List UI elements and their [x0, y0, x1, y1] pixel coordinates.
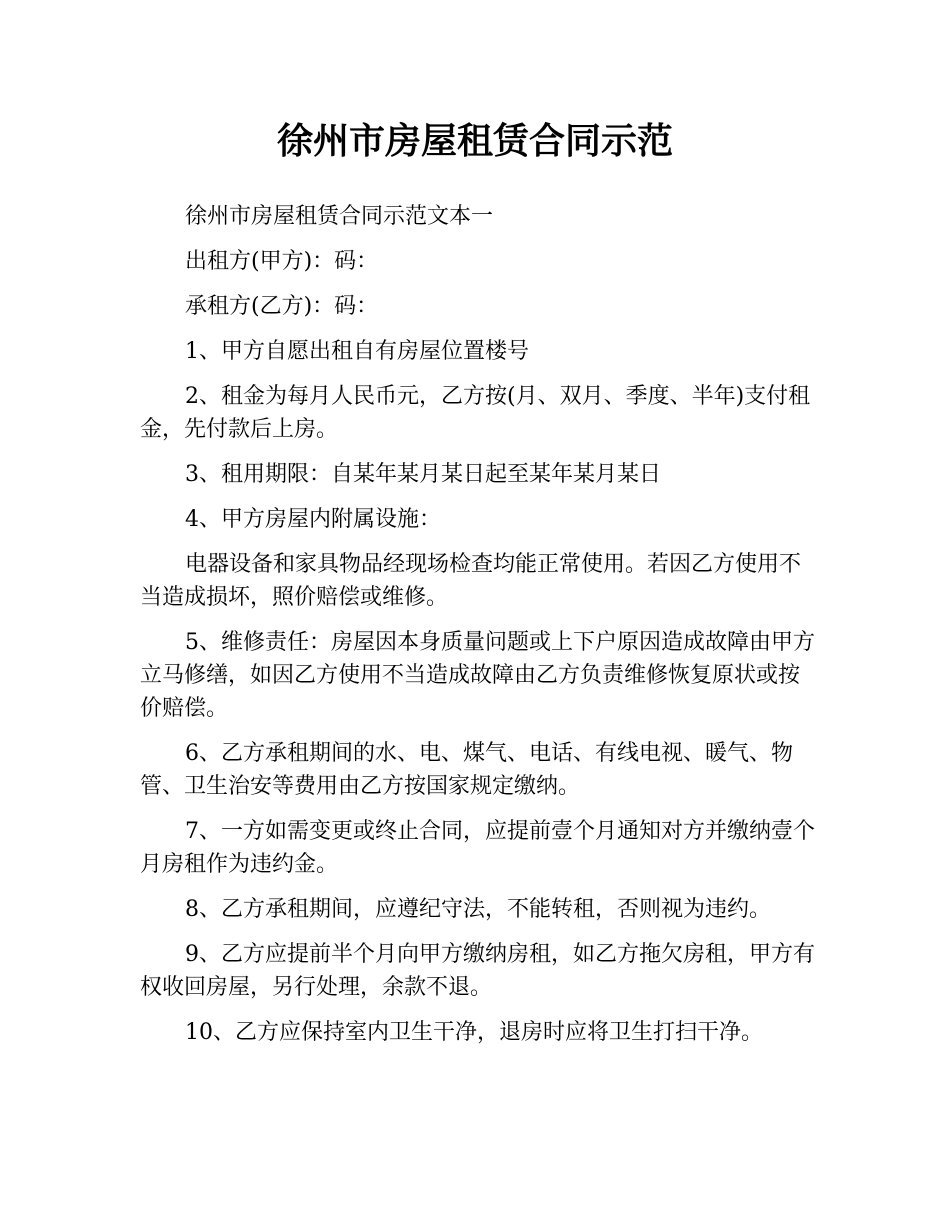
clause-4: 4、甲方房屋内附属设施：: [185, 507, 441, 532]
clause-3: 3、租用期限：自某年某月某日起至某年某月某日: [185, 462, 661, 487]
paragraph-lessor: 出租方(甲方)：码：: [185, 249, 379, 274]
clause-7: 7、一方如需变更或终止合同，应提前壹个月通知对方并缴纳壹个月房租作为违约金。: [140, 819, 815, 877]
clause-9: 9、乙方应提前半个月向甲方缴纳房租，如乙方拖欠房租，甲方有权收回房屋，另行处理，余款不退。: [140, 942, 815, 1000]
paragraph-subtitle: 徐州市房屋租赁合同示范文本一: [185, 204, 494, 229]
clause-2: 2、租金为每月人民币元，乙方按(月、双月、季度、半年)支付租金，先付款后上房。: [140, 384, 811, 442]
clause-10: 10、乙方应保持室内卫生干净，退房时应将卫生打扫干净。: [185, 1020, 763, 1045]
document-title: 徐州市房屋租赁合同示范: [276, 121, 673, 162]
clause-4-detail: 电器设备和家具物品经现场检查均能正常使用。若因乙方使用不当造成损坏，照价赔偿或维修。: [140, 552, 802, 610]
clause-8: 8、乙方承租期间，应遵纪守法，不能转租，否则视为违约。: [185, 897, 771, 922]
clause-6: 6、乙方承租期间的水、电、煤气、电话、有线电视、暖气、物管、卫生治安等费用由乙方按国家规定缴纳。: [140, 741, 793, 799]
clause-5: 5、维修责任：房屋因本身质量问题或上下户原因造成故障由甲方立马修缮，如因乙方使用不当造成故障由乙方负责维修恢复原状或按价赔偿。: [140, 630, 815, 721]
paragraph-lessee: 承租方(乙方)：码：: [185, 294, 379, 319]
clause-1: 1、甲方自愿出租自有房屋位置楼号: [185, 339, 529, 364]
document-body: [140, 200, 820, 1061]
